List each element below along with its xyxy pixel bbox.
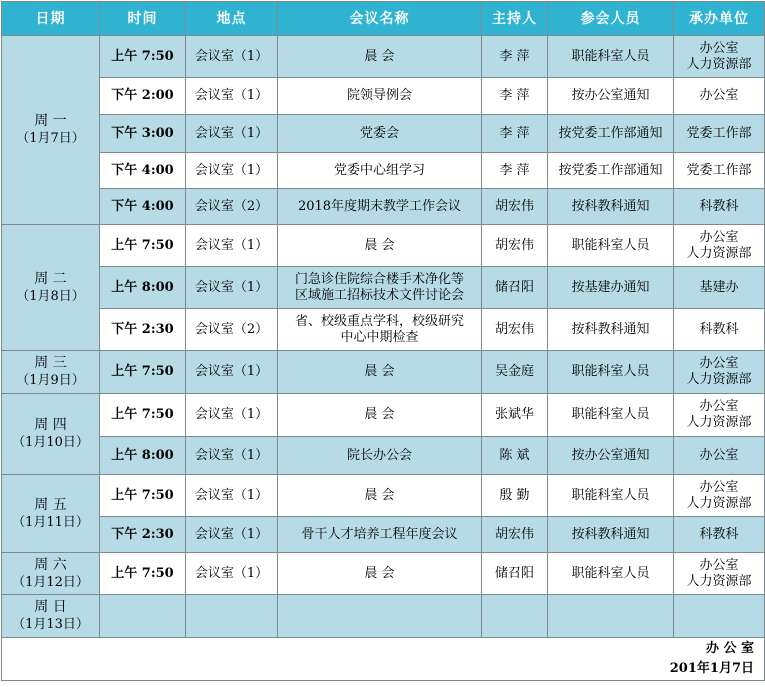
meeting-schedule-table [1,1,765,681]
time-cell [100,553,186,595]
host-cell [482,309,548,351]
table-row [2,553,765,595]
table-row [2,36,765,78]
place-cell [186,189,278,225]
day-name: 周 日 [34,599,67,615]
day-cell [2,553,100,595]
time-text: 下午 4:00 [111,198,174,214]
day-cell [2,225,100,351]
attendees-cell [548,394,674,437]
time-cell [100,115,186,153]
place-cell [186,309,278,351]
host-cell [482,437,548,475]
attendees-cell [548,115,674,153]
header-date: 日期 [2,2,100,36]
day-date: （1月8日） [16,288,85,304]
host-cell [482,115,548,153]
place-text: 会议室（1） [194,48,269,64]
meeting-name-text: 晨 会 [364,237,395,253]
time-cell [100,309,186,351]
place-cell [186,225,278,267]
meeting-name-cell [278,351,482,394]
organizer-text: 基建办 [699,279,739,295]
organizer-text: 办公室 [699,447,739,463]
host-cell [482,553,548,595]
attendees-cell [548,189,674,225]
table-row [2,267,765,309]
organizer-cell [674,517,765,553]
place-text: 会议室（2） [194,198,269,214]
attendees-text: 按科教科通知 [571,321,650,337]
organizer-cell [674,553,765,595]
attendees-text: 职能科室人员 [571,364,650,379]
table-row [2,153,765,189]
attendees-cell [548,267,674,309]
meeting-name-text: 省、校级重点学科，校级研究 中心中期检查 [294,313,464,345]
organizer-cell [674,36,765,78]
host-cell [482,153,548,189]
organizer-cell [674,267,765,309]
attendees-text: 按办公室通知 [571,447,650,463]
attendees-cell [548,437,674,475]
table-row [2,78,765,115]
organizer-text: 党委工作部 [686,125,752,141]
host-text: 储召阳 [494,565,534,581]
attendees-cell [548,225,674,267]
organizer-cell [674,394,765,437]
place-text: 会议室（1） [194,407,269,422]
host-cell [482,225,548,267]
place-text: 会议室（1） [194,125,269,141]
day-cell [2,595,100,638]
meeting-name-text: 晨 会 [364,565,395,581]
organizer-cell [674,153,765,189]
time-cell [100,153,186,189]
host-text: 殷 勤 [499,487,530,503]
host-text: 胡宏伟 [494,237,534,253]
meeting-name-text: 晨 会 [364,48,395,64]
table-row [2,351,765,394]
host-cell [482,267,548,309]
host-cell [482,78,548,115]
meeting-name-cell [278,115,482,153]
day-cell [2,351,100,394]
day-date: （1月13日） [12,617,89,632]
attendees-text: 按党委工作部通知 [558,125,663,141]
meeting-name-text: 院长办公会 [346,447,412,463]
attendees-text: 职能科室人员 [571,487,650,503]
table-row [2,437,765,475]
header-attendees: 参会人员 [548,2,674,36]
table-row [2,189,765,225]
time-text: 上午 7:50 [111,48,174,64]
meeting-name-cell [278,153,482,189]
attendees-cell [548,309,674,351]
time-cell [100,78,186,115]
header-time: 时间 [100,2,186,36]
time-cell [100,517,186,553]
table-row [2,475,765,517]
header-place: 地点 [186,2,278,36]
time-text: 上午 8:00 [111,447,174,463]
table-row [2,394,765,437]
organizer-text: 办公室 [699,88,739,103]
day-date: （1月9日） [16,373,85,388]
attendees-cell [548,553,674,595]
organizer-text: 办公室 人力资源部 [686,479,752,511]
place-cell [186,267,278,309]
time-text: 上午 7:50 [111,237,174,253]
meeting-name-cell [278,189,482,225]
table-row [2,225,765,267]
day-cell [2,475,100,553]
place-text: 会议室（1） [194,526,269,542]
place-cell [186,394,278,437]
day-cell [2,36,100,225]
meeting-name-cell [278,78,482,115]
meeting-name-text: 骨干人才培养工程年度会议 [301,526,458,542]
attendees-cell [548,475,674,517]
meeting-name-text: 院领导例会 [346,88,412,103]
place-text: 会议室（2） [194,321,269,337]
time-cell [100,394,186,437]
meeting-name-cell [278,394,482,437]
place-text: 会议室（1） [194,279,269,295]
day-name: 周 四 [34,417,67,433]
day-name: 周 二 [34,270,67,287]
day-date: （1月7日） [16,131,85,146]
time-text: 下午 2:00 [111,88,174,103]
place-text: 会议室（1） [194,447,269,463]
meeting-name-cell [278,595,482,638]
time-text: 下午 2:30 [111,321,174,337]
time-text: 上午 7:50 [111,364,174,379]
place-cell [186,437,278,475]
host-text: 储召阳 [494,279,534,295]
meeting-name-text: 晨 会 [364,364,395,379]
attendees-text: 按科教科通知 [571,526,650,542]
organizer-text: 办公室 人力资源部 [686,40,752,72]
organizer-cell [674,351,765,394]
time-cell [100,225,186,267]
day-date: （1月10日） [12,435,89,450]
meeting-name-cell [278,267,482,309]
organizer-cell [674,115,765,153]
place-cell [186,595,278,638]
organizer-text: 办公室 人力资源部 [686,356,752,387]
meeting-name-text: 门急诊住院综合楼手术净化等 区域施工招标技术文件讨论会 [294,271,464,303]
time-text: 下午 4:00 [111,162,174,178]
place-text: 会议室（1） [194,487,269,503]
place-cell [186,153,278,189]
time-cell [100,36,186,78]
host-text: 陈 斌 [499,447,530,463]
host-cell [482,517,548,553]
organizer-text: 办公室 人力资源部 [686,229,752,261]
footer-date: 201年1月7日 [669,661,754,676]
footer-row [2,638,765,681]
host-text: 胡宏伟 [494,321,534,337]
attendees-cell [548,78,674,115]
organizer-cell [674,189,765,225]
schedule-body [2,36,765,638]
meeting-name-text: 晨 会 [364,487,395,503]
table-row [2,517,765,553]
attendees-text: 职能科室人员 [571,407,650,422]
time-text: 上午 7:50 [111,407,174,422]
time-text: 下午 3:00 [111,125,174,141]
place-cell [186,351,278,394]
host-cell [482,351,548,394]
time-cell [100,437,186,475]
header-meeting-name: 会议名称 [278,2,482,36]
day-name: 周 一 [34,113,67,129]
attendees-cell [548,595,674,638]
day-date: （1月11日） [12,514,89,530]
footer-office: 办 公 室 [705,641,754,656]
meeting-name-text: 2018年度期末教学工作会议 [297,198,462,214]
time-cell [100,267,186,309]
time-text: 上午 7:50 [111,565,174,581]
place-text: 会议室（1） [194,565,269,581]
place-cell [186,517,278,553]
host-text: 李 萍 [499,48,530,64]
host-text: 胡宏伟 [494,198,534,214]
day-name: 周 三 [34,355,67,371]
organizer-text: 办公室 人力资源部 [686,399,752,430]
place-text: 会议室（1） [194,364,269,379]
time-cell [100,189,186,225]
attendees-cell [548,351,674,394]
attendees-text: 按办公室通知 [571,88,650,103]
organizer-cell [674,595,765,638]
meeting-name-cell [278,309,482,351]
place-cell [186,36,278,78]
time-cell [100,475,186,517]
host-text: 吴金庭 [494,364,534,379]
attendees-text: 按基建办通知 [571,279,650,295]
organizer-text: 办公室 人力资源部 [686,557,752,589]
meeting-name-text: 晨 会 [364,407,395,422]
meeting-name-text: 党委中心组学习 [333,162,425,178]
time-cell [100,351,186,394]
host-text: 李 萍 [499,162,530,178]
host-text: 李 萍 [499,125,530,141]
time-text: 下午 2:30 [111,526,174,542]
organizer-text: 科教科 [699,526,739,542]
attendees-text: 按科教科通知 [571,198,650,214]
place-text: 会议室（1） [194,162,269,178]
meeting-name-text: 党委会 [359,125,399,141]
organizer-text: 党委工作部 [686,162,752,178]
place-text: 会议室（1） [194,88,269,103]
day-name: 周 六 [34,556,67,573]
host-text: 李 萍 [499,88,530,103]
footer-cell [2,638,765,681]
meeting-name-cell [278,553,482,595]
place-cell [186,78,278,115]
attendees-text: 职能科室人员 [571,48,650,64]
header-row [2,2,765,36]
meeting-name-cell [278,36,482,78]
meeting-name-cell [278,517,482,553]
attendees-cell [548,517,674,553]
host-text: 张斌华 [494,407,534,422]
attendees-text: 职能科室人员 [571,565,650,581]
host-cell [482,36,548,78]
host-cell [482,475,548,517]
header-host: 主持人 [482,2,548,36]
organizer-cell [674,437,765,475]
organizer-cell [674,225,765,267]
table-row [2,115,765,153]
time-cell [100,595,186,638]
attendees-cell [548,36,674,78]
day-date: （1月12日） [12,574,89,590]
host-cell [482,394,548,437]
time-text: 上午 8:00 [111,279,174,295]
host-cell [482,189,548,225]
organizer-cell [674,309,765,351]
meeting-name-cell [278,225,482,267]
place-cell [186,115,278,153]
organizer-text: 科教科 [699,198,739,214]
day-cell [2,394,100,475]
host-cell [482,595,548,638]
organizer-text: 科教科 [699,321,739,337]
attendees-text: 按党委工作部通知 [558,162,663,178]
time-text: 上午 7:50 [111,487,174,503]
day-name: 周 五 [34,496,67,513]
organizer-cell [674,475,765,517]
meeting-name-cell [278,437,482,475]
table-row [2,595,765,638]
meeting-name-cell [278,475,482,517]
attendees-cell [548,153,674,189]
header-organizer: 承办单位 [674,2,765,36]
place-cell [186,475,278,517]
table-row [2,309,765,351]
place-cell [186,553,278,595]
place-text: 会议室（1） [194,237,269,253]
host-text: 胡宏伟 [494,526,534,542]
attendees-text: 职能科室人员 [571,237,650,253]
organizer-cell [674,78,765,115]
